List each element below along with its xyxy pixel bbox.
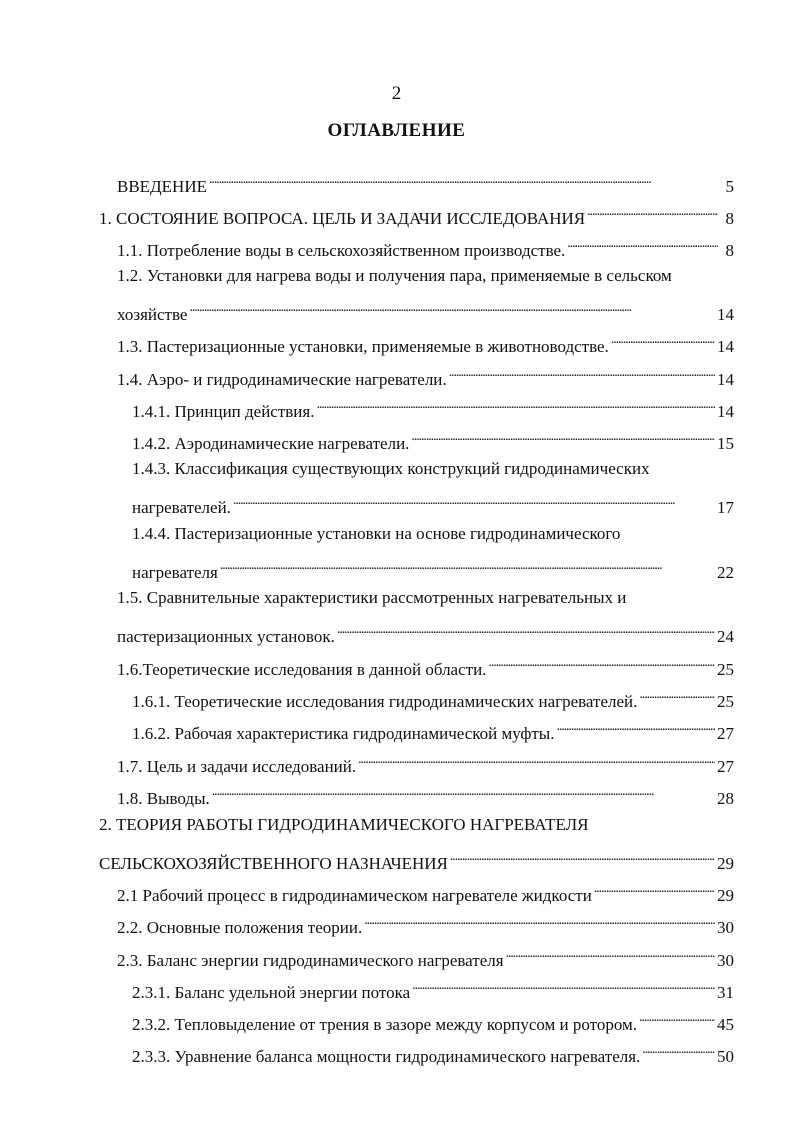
toc-entry-title: 1. СОСТОЯНИЕ ВОПРОСА. ЦЕЛЬ И ЗАДАЧИ ИССЛЕДОВАНИЯ [99,209,586,228]
toc-entry-page: 27 [717,757,734,776]
toc-entry-title: 1.8. Выводы. [117,789,210,808]
toc-entry-page: 29 [717,886,734,905]
toc-entry-title: нагревателя [132,563,218,582]
toc-entry-1-6[interactable] [117,651,734,679]
dot-leader [212,780,715,804]
toc-entry-page: 22 [717,563,734,582]
toc-entry-title: СЕЛЬСКОХОЗЯЙСТВЕННОГО НАЗНАЧЕНИЯ [99,854,448,873]
toc-entry-title: 1.4.1. Принцип действия. [132,402,315,421]
toc-entry-chapter-2-line1[interactable]: 2. ТЕОРИЯ РАБОТЫ ГИДРОДИНАМИЧЕСКОГО НАГРЕВАТЕЛЯ [99,815,589,834]
dot-leader [209,168,718,192]
toc-entry-title: ВВЕДЕНИЕ [117,177,207,196]
toc-entry-title: 2.2. Основные положения теории. [117,918,363,937]
toc-entry-title: 2.3.2. Тепловыделение от трения в зазоре между корпусом и ротором. [132,1015,638,1034]
toc-entry-title: пастеризационных установок. [117,627,335,646]
toc-entry-1-4-2[interactable] [132,425,734,453]
toc-entry-page: 29 [717,854,734,873]
toc-entry-1-6-2[interactable] [132,715,734,743]
toc-entry-title: 2.1 Рабочий процесс в гидродинамическом нагревателе жидкости [117,886,592,905]
dot-leader [639,683,715,707]
dot-leader [412,974,715,998]
toc-entry-page: 8 [725,209,734,228]
dot-leader [189,296,715,320]
toc-entry-title: 1.6.Теоретические исследования в данной области. [117,660,487,679]
toc-entry-page: 8 [725,241,734,260]
dot-leader [587,200,718,224]
toc-entry-page: 25 [717,692,734,711]
toc-entry-intro[interactable] [117,168,734,196]
toc-entry-title: 1.4.2. Аэродинамические нагреватели. [132,434,410,453]
toc-entry-title: 1.6.2. Рабочая характеристика гидродинамической муфты. [132,724,555,743]
toc-entry-1-8[interactable] [117,780,734,808]
toc-entry-1-4-3[interactable] [132,489,734,517]
toc-entry-page: 30 [717,951,734,970]
toc-entry-1-7[interactable] [117,748,734,776]
toc-entry-1-2[interactable] [117,296,734,324]
toc-entry-page: 5 [725,177,734,196]
toc-entry-page: 15 [717,434,734,453]
dot-leader [567,232,718,256]
toc-entry-page: 14 [717,305,734,324]
dot-leader [337,618,715,642]
toc-entry-2-1[interactable] [117,877,734,905]
toc-entry-title: 1.7. Цель и задачи исследований. [117,757,357,776]
dot-leader [642,1038,715,1062]
dot-leader [449,361,715,385]
dot-leader [506,942,715,966]
toc-entry-1-3[interactable] [117,328,734,356]
toc-entry-page: 28 [717,789,734,808]
dot-leader [364,909,715,933]
dot-leader [450,845,715,869]
toc-entry-1-4-3-line1[interactable]: 1.4.3. Классификация существующих конструкций гидродинамических [132,459,650,478]
toc-entry-2-2[interactable] [117,909,734,937]
toc-entry-page: 30 [717,918,734,937]
toc-entry-page: 17 [717,498,734,517]
toc-entry-2-3-2[interactable] [132,1006,734,1034]
dot-leader [358,748,715,772]
dot-leader [220,554,715,578]
toc-entry-2-3-3[interactable] [132,1038,734,1066]
toc-entry-title: 2.3.1. Баланс удельной энергии потока [132,983,411,1002]
toc-entry-1-5-line1[interactable]: 1.5. Сравнительные характеристики рассмотренных нагревательных и [117,588,627,607]
toc-entry-title: 1.4. Аэро- и гидродинамические нагреватели. [117,370,447,389]
toc-entry-title: нагревателей. [132,498,231,517]
toc-entry-chapter-2[interactable] [99,845,734,873]
dot-leader [488,651,715,675]
page-number: 2 [391,83,402,104]
toc-entry-2-3[interactable] [117,942,734,970]
dot-leader [594,877,715,901]
toc-entry-page: 50 [717,1047,734,1066]
dot-leader [316,393,715,417]
toc-entry-title: 2.3.3. Уравнение баланса мощности гидродинамического нагревателя. [132,1047,641,1066]
toc-heading: ОГЛАВЛЕНИЕ [327,120,466,141]
toc-entry-page: 27 [717,724,734,743]
toc-entry-1-4-4-line1[interactable]: 1.4.4. Пастеризационные установки на основе гидродинамического [132,524,621,543]
dot-leader [611,328,715,352]
dot-leader [233,489,715,513]
toc-entry-1-1[interactable] [117,232,734,260]
toc-entry-page: 24 [717,627,734,646]
toc-entry-page: 14 [717,370,734,389]
dot-leader [556,715,715,739]
toc-entry-page: 31 [717,983,734,1002]
toc-entry-page: 45 [717,1015,734,1034]
toc-entry-chapter-1[interactable] [99,200,734,228]
toc-entry-1-6-1[interactable] [132,683,734,711]
toc-entry-1-2-line1[interactable]: 1.2. Установки для нагрева воды и получения пара, применяемые в сельском [117,266,672,285]
toc-entry-page: 25 [717,660,734,679]
toc-entry-title: хозяйстве [117,305,188,324]
toc-entry-1-4-4[interactable] [132,554,734,582]
dot-leader [411,425,715,449]
toc-entry-1-4[interactable] [117,361,734,389]
dot-leader [639,1006,715,1030]
toc-entry-page: 14 [717,402,734,421]
toc-entry-2-3-1[interactable] [132,974,734,1002]
toc-entry-page: 14 [717,337,734,356]
toc-entry-title: 1.6.1. Теоретические исследования гидродинамических нагревателей. [132,692,638,711]
toc-entry-title: 1.1. Потребление воды в сельскохозяйственном производстве. [117,241,566,260]
toc-entry-title: 2.3. Баланс энергии гидродинамического нагревателя [117,951,504,970]
toc-entry-title: 1.3. Пастеризационные установки, применяемые в животноводстве. [117,337,609,356]
toc-entry-1-5[interactable] [117,618,734,646]
toc-entry-1-4-1[interactable] [132,393,734,421]
